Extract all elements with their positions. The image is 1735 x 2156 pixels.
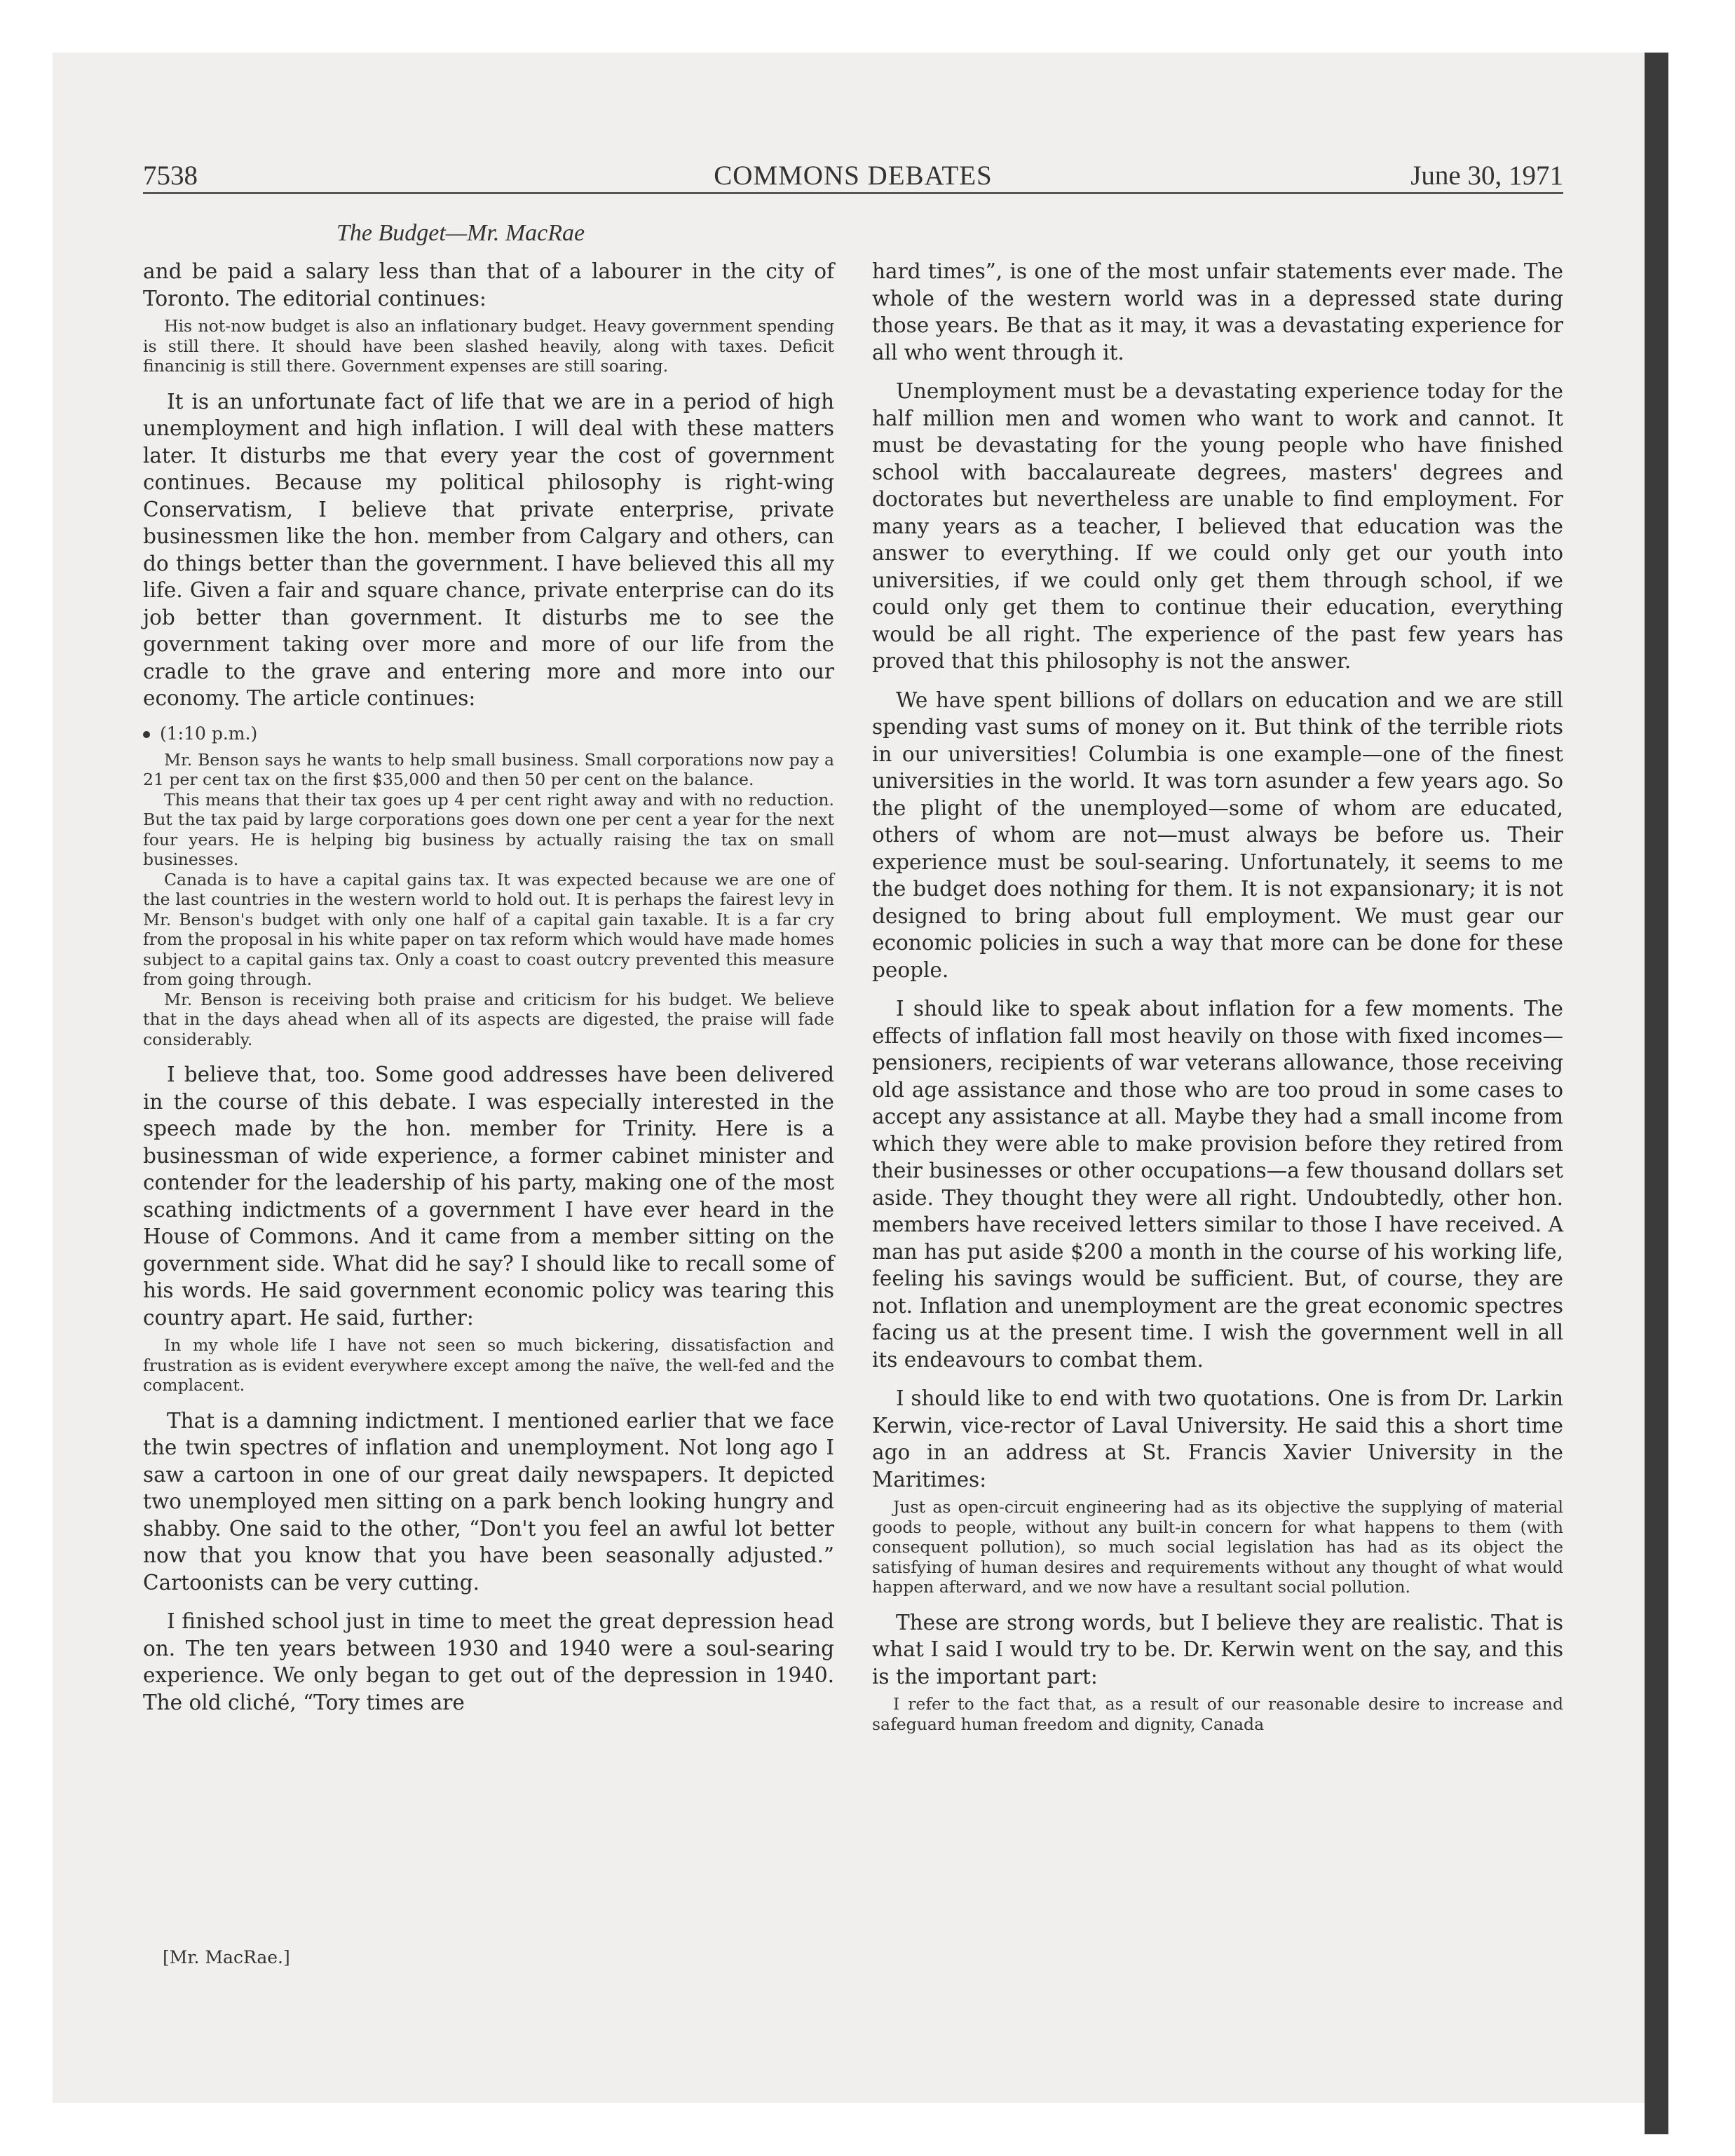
- page-number: 7538: [143, 161, 198, 191]
- right-column: [872, 258, 1563, 1738]
- block-quote: [872, 1694, 1563, 1734]
- paragraph: These are strong words, but I believe they are realistic. That is what I said I would try to be. Dr. Kerwin went on the say, and this is the important part:: [872, 1610, 1563, 1688]
- speaker-tag: [Mr. MacRae.]: [163, 1947, 290, 1967]
- paragraph: It is an unfortunate fact of life that we are in a period of high unemployment and high inflation. I will deal with these matters later. It disturbs me that every year the cost of government continues. Because my political philosophy is right-wing Conservatism, I believe that private enterprise, private businessmen like the hon. member from Calgary and others, can do things better than the government. I have believed this all my life. Given a fair and square chance, private enterprise can do its job better than government. It disturbs me to see the government taking over more and more of our life from the cradle to the grave and entering more and more into our economy. The article continues:: [143, 389, 834, 710]
- quote-text: In my whole life I have not seen so much bickering, dissatisfaction and frustration as is evident everywhere except among the naïve, the well-fed and the complacent.: [143, 1335, 834, 1395]
- quote-text: Just as open-circuit engineering had as its objective the supplying of material goods to people, without any built-in concern for what happens to them (with consequent pollution), so much social legislation has had as its object the satisfying of human desires and requirements without any thought of what would happen afterward, and we now have a resultant social pollution.: [872, 1497, 1563, 1597]
- page-header: [143, 160, 1563, 195]
- paragraph: I believe that, too. Some good addresses have been delivered in the course of this debate. I was especially interested in the speech made by the hon. member for Trinity. Here is a businessman of wide experience, a former cabinet minister and contender for the leadership of his party, making one of the most scathing indictments of a government I have ever heard in the House of Commons. And it came from a member sitting on the government side. What did he say? I should like to recall some of his words. He said government economic policy was tearing this country apart. He said, further:: [143, 1063, 834, 1330]
- paragraph: That is a damning indictment. I mentioned earlier that we face the twin spectres of inflation and unemployment. Not long ago I saw a cartoon in one of our great daily newspapers. It depicted two unemployed men sitting on a park bench looking hungry and shabby. One said to the other, “Don't you feel an awful lot better now that you know that you have been seasonally adjusted.” Cartoonists can be very cutting.: [143, 1408, 834, 1595]
- time-marker: [143, 722, 834, 746]
- header-rule: [143, 192, 1563, 194]
- paragraph: I should like to speak about inflation for a few moments. The effects of inflation fall most heavily on those with fixed incomes—pensioners, recipients of war veterans allowance, those receiving old age assistance and those who are too proud in some cases to accept any assistance at all. Maybe they had a small income from which they were able to make provision before they retired from their businesses or other occupations—a few thousand dollars set aside. They thought they were all right. Undoubtedly, other hon. members have received letters similar to those I have received. A man has put aside $200 a month in the course of his working life, feeling his savings would be sufficient. But, of course, they are not. Inflation and unemployment are the great economic spectres facing us at the present time. I wish the government well in all its endeavours to combat them.: [872, 997, 1563, 1372]
- quote-text: Mr. Benson says he wants to help small business. Small corporations now pay a 21 per cent tax on the first $35,000 and then 50 per cent on the balance.: [143, 749, 834, 789]
- time-text: (1:10 p.m.): [160, 723, 258, 744]
- paragraph: We have spent billions of dollars on education and we are still spending vast sums of money on it. But think of the terrible riots in our universities! Columbia is one example—one of the finest universities in the world. It was torn asunder a few years ago. So the plight of the unemployed—some of whom are educated, others of whom are not—must always be before us. Their experience must be soul-searing. Unfortunately, it seems to me the budget does nothing for them. It is not expansionary; it is not designed to bring about full employment. We must gear our economic policies in such a way that more can be done for these people.: [872, 688, 1563, 982]
- bullet-icon: [143, 731, 150, 738]
- quote-text: His not-now budget is also an inflationary budget. Heavy government spending is still there. It should have been slashed heavily, along with taxes. Deficit financinig is still there. Government expenses are still soaring.: [143, 316, 834, 376]
- publication-title: COMMONS DEBATES: [714, 161, 993, 191]
- block-quote: [872, 1497, 1563, 1597]
- running-head: The Budget—Mr. MacRae: [336, 220, 585, 246]
- block-quote: [143, 316, 834, 376]
- paragraph: hard times”, is one of the most unfair statements ever made. The whole of the western world was in a depressed state during those years. Be that as it may, it was a devastating experience for all who went through it.: [872, 259, 1563, 364]
- paragraph: and be paid a salary less than that of a labourer in the city of Toronto. The editorial continues:: [143, 259, 834, 311]
- binding-edge: [1645, 53, 1668, 2134]
- quote-text: Mr. Benson is receiving both praise and criticism for his budget. We believe that in the days ahead when all of its aspects are digested, the praise will fade considerably.: [143, 989, 834, 1049]
- quote-text: This means that their tax goes up 4 per cent right away and with no reduction. But the tax paid by large corporations goes down one per cent a year for the next four years. He is helping big business by actually raising the tax on small businesses.: [143, 789, 834, 869]
- block-quote: [143, 1335, 834, 1396]
- paragraph: Unemployment must be a devastating experience today for the half million men and women who want to work and cannot. It must be devastating for the young people who have finished school with baccalaureate degrees, masters' degrees and doctorates but nevertheless are unable to find employment. For many years as a teacher, I believed that education was the answer to everything. If we could only get our youth into universities, if we could only get them through school, if we could only get them to continue their education, everything would be all right. The experience of the past few years has proved that this philosophy is not the answer.: [872, 379, 1563, 673]
- quote-text: I refer to the fact that, as a result of our reasonable desire to increase and safeguard human freedom and dignity, Canada: [872, 1694, 1563, 1734]
- quote-text: Canada is to have a capital gains tax. It was expected because we are one of the last countries in the western world to hold out. It is perhaps the fairest levy in Mr. Benson's budget with only one half of a capital gain taxable. It is a far cry from the proposal in his white paper on tax reform which would have made homes subject to a capital gains tax. Only a coast to coast outcry prevented this measure from going through.: [143, 869, 834, 989]
- left-column: [143, 258, 834, 1716]
- paragraph: I should like to end with two quotations. One is from Dr. Larkin Kerwin, vice-rector of Laval University. He said this a short time ago in an address at St. Francis Xavier University in the Maritimes:: [872, 1386, 1563, 1492]
- paragraph: I finished school just in time to meet the great depression head on. The ten years between 1930 and 1940 were a soul-searing experience. We only began to get out of the depression in 1940. The old cliché, “Tory times are: [143, 1609, 834, 1714]
- page-date: June 30, 1971: [1410, 161, 1563, 191]
- block-quote: [143, 750, 834, 1050]
